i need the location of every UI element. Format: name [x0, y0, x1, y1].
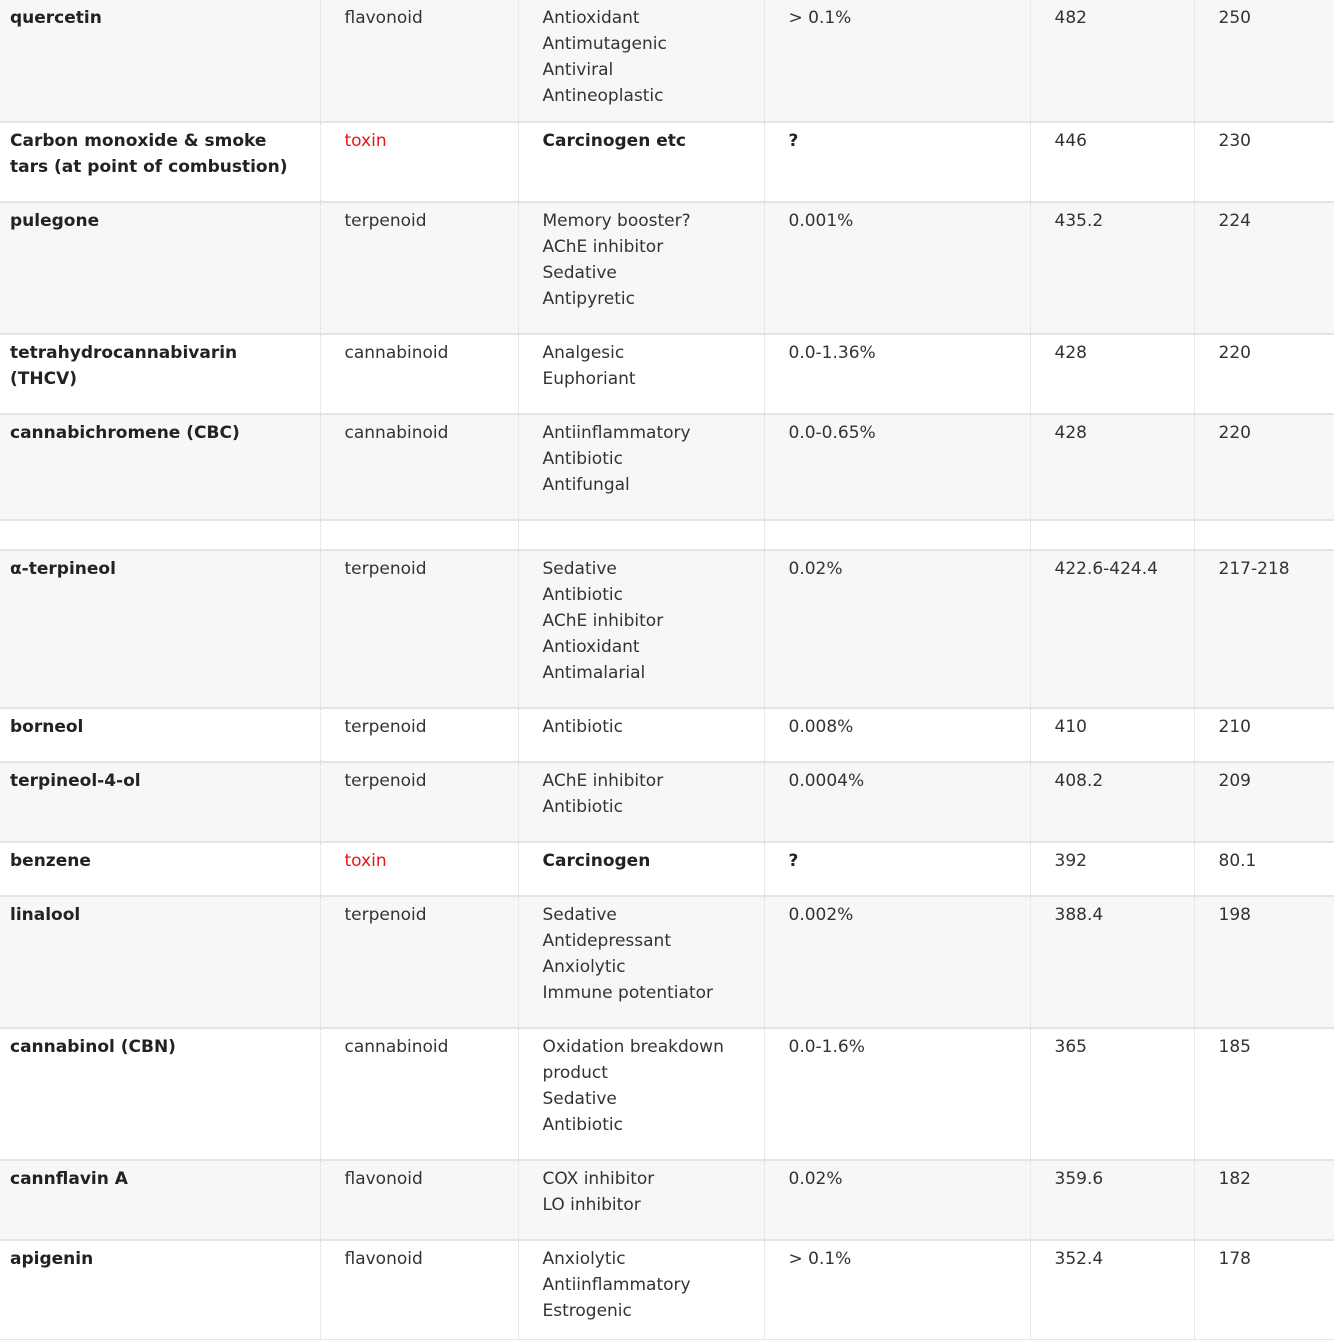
effect-item: Antimutagenic	[542, 34, 667, 54]
compound-name-cell: terpineol-4-ol	[0, 762, 320, 842]
effect-item: Antineoplastic	[542, 86, 664, 106]
boiling-point-f-cell: 365	[1030, 1028, 1194, 1160]
effect-item: Analgesic	[542, 343, 625, 363]
boiling-point-c-cell: 220	[1194, 414, 1334, 520]
effects-cell	[518, 0, 764, 122]
boiling-point-f-cell	[1030, 520, 1194, 550]
table-row	[0, 122, 1334, 202]
table-row	[0, 0, 1334, 122]
table-row	[0, 1160, 1334, 1240]
effect-item: Antimalarial	[542, 663, 646, 683]
effect-item: Sedative	[542, 559, 617, 579]
table-row	[0, 334, 1334, 414]
compound-name-cell: cannabichromene (CBC)	[0, 414, 320, 520]
concentration-cell: 0.0-1.36%	[764, 334, 1030, 414]
concentration-cell: ?	[764, 842, 1030, 896]
compound-type-cell: terpenoid	[320, 896, 518, 1028]
effect-item: Antibiotic	[542, 449, 623, 469]
boiling-point-c-cell: 80.1	[1194, 842, 1334, 896]
compound-type-cell: toxin	[320, 122, 518, 202]
effect-item: Estrogenic	[542, 1301, 632, 1321]
compound-name-cell: benzene	[0, 842, 320, 896]
boiling-point-f-cell: 392	[1030, 842, 1194, 896]
boiling-point-c-cell: 224	[1194, 202, 1334, 334]
compound-type-cell: flavonoid	[320, 0, 518, 122]
boiling-point-c-cell: 217-218	[1194, 550, 1334, 708]
effects-cell	[518, 414, 764, 520]
concentration-cell: > 0.1%	[764, 0, 1030, 122]
boiling-point-c-cell: 198	[1194, 896, 1334, 1028]
effects-cell	[518, 1028, 764, 1160]
concentration-cell: 0.02%	[764, 550, 1030, 708]
effects-cell	[518, 762, 764, 842]
table-row	[0, 762, 1334, 842]
effect-item: Sedative	[542, 905, 617, 925]
compound-type-cell: terpenoid	[320, 202, 518, 334]
compound-type-cell: cannabinoid	[320, 414, 518, 520]
effects-cell	[518, 550, 764, 708]
compound-type-cell: terpenoid	[320, 762, 518, 842]
concentration-cell: ?	[764, 122, 1030, 202]
table-row	[0, 896, 1334, 1028]
boiling-point-c-cell: 220	[1194, 334, 1334, 414]
effects-cell	[518, 1240, 764, 1340]
effect-item: Carcinogen	[542, 851, 651, 871]
effect-item: Sedative	[542, 1089, 617, 1109]
compound-name-cell: α-terpineol	[0, 550, 320, 708]
boiling-point-f-cell: 388.4	[1030, 896, 1194, 1028]
concentration-cell: 0.001%	[764, 202, 1030, 334]
boiling-point-f-cell: 410	[1030, 708, 1194, 762]
table-row	[0, 520, 1334, 550]
boiling-point-f-cell: 359.6	[1030, 1160, 1194, 1240]
boiling-point-f-cell: 428	[1030, 414, 1194, 520]
effect-item: Immune potentiator	[542, 983, 713, 1003]
effects-cell	[518, 1160, 764, 1240]
compound-type-cell: terpenoid	[320, 708, 518, 762]
effect-item: COX inhibitor	[542, 1169, 655, 1189]
compound-name-cell: quercetin	[0, 0, 320, 122]
boiling-point-c-cell: 185	[1194, 1028, 1334, 1160]
boiling-point-f-cell: 408.2	[1030, 762, 1194, 842]
effect-item: AChE inhibitor	[542, 771, 664, 791]
effects-cell	[518, 202, 764, 334]
concentration-cell: 0.002%	[764, 896, 1030, 1028]
concentration-cell: 0.0-0.65%	[764, 414, 1030, 520]
effect-item: Antidepressant	[542, 931, 671, 951]
concentration-cell: > 0.1%	[764, 1240, 1030, 1340]
effect-item: Antiinflammatory	[542, 1275, 691, 1295]
boiling-point-c-cell: 209	[1194, 762, 1334, 842]
boiling-point-f-cell: 422.6-424.4	[1030, 550, 1194, 708]
boiling-point-c-cell	[1194, 520, 1334, 550]
effect-item: Antibiotic	[542, 797, 623, 817]
compound-name-cell: Carbon monoxide & smoke tars (at point of combustion)	[0, 122, 320, 202]
table-row	[0, 550, 1334, 708]
compound-type-cell: cannabinoid	[320, 1028, 518, 1160]
concentration-cell	[764, 520, 1030, 550]
boiling-point-c-cell: 178	[1194, 1240, 1334, 1340]
compound-type-cell	[320, 520, 518, 550]
effect-item: Euphoriant	[542, 369, 636, 389]
compound-name-cell: linalool	[0, 896, 320, 1028]
effect-item: Antipyretic	[542, 289, 635, 309]
compound-name-cell: apigenin	[0, 1240, 320, 1340]
compound-type-cell: flavonoid	[320, 1160, 518, 1240]
compound-type-cell: toxin	[320, 842, 518, 896]
boiling-point-c-cell: 210	[1194, 708, 1334, 762]
compound-name-cell: pulegone	[0, 202, 320, 334]
compound-name-cell: borneol	[0, 708, 320, 762]
effect-item: Antioxidant	[542, 8, 640, 28]
effects-cell	[518, 842, 764, 896]
effect-item: Oxidation breakdown product	[542, 1037, 724, 1083]
effect-item: Carcinogen etc	[542, 131, 686, 151]
effect-item: Anxiolytic	[542, 957, 626, 977]
effects-cell	[518, 122, 764, 202]
effect-item: Antioxidant	[542, 637, 640, 657]
boiling-point-c-cell: 230	[1194, 122, 1334, 202]
effects-cell	[518, 334, 764, 414]
effect-item: AChE inhibitor	[542, 611, 664, 631]
effect-item: AChE inhibitor	[542, 237, 664, 257]
concentration-cell: 0.02%	[764, 1160, 1030, 1240]
effect-item: Antibiotic	[542, 717, 623, 737]
effect-item: Antifungal	[542, 475, 630, 495]
effects-cell	[518, 708, 764, 762]
compound-type-cell: flavonoid	[320, 1240, 518, 1340]
boiling-point-f-cell: 428	[1030, 334, 1194, 414]
boiling-point-f-cell: 482	[1030, 0, 1194, 122]
effect-item: LO inhibitor	[542, 1195, 641, 1215]
effect-item: Antiinflammatory	[542, 423, 691, 443]
concentration-cell: 0.0-1.6%	[764, 1028, 1030, 1160]
table-row	[0, 708, 1334, 762]
boiling-point-c-cell: 182	[1194, 1160, 1334, 1240]
effects-cell	[518, 520, 764, 550]
compound-name-cell: cannflavin A	[0, 1160, 320, 1240]
effect-item: Antibiotic	[542, 585, 623, 605]
boiling-point-f-cell: 352.4	[1030, 1240, 1194, 1340]
boiling-point-f-cell: 446	[1030, 122, 1194, 202]
table-row	[0, 414, 1334, 520]
compound-type-cell: cannabinoid	[320, 334, 518, 414]
effect-item: Antibiotic	[542, 1115, 623, 1135]
table-row	[0, 1240, 1334, 1340]
effect-item: Antiviral	[542, 60, 614, 80]
concentration-cell: 0.0004%	[764, 762, 1030, 842]
boiling-point-f-cell: 435.2	[1030, 202, 1194, 334]
effect-item: Sedative	[542, 263, 617, 283]
effects-cell	[518, 896, 764, 1028]
concentration-cell: 0.008%	[764, 708, 1030, 762]
boiling-point-c-cell: 250	[1194, 0, 1334, 122]
table-row	[0, 202, 1334, 334]
effect-item: Memory booster?	[542, 211, 691, 231]
compound-name-cell	[0, 520, 320, 550]
effect-item: Anxiolytic	[542, 1249, 626, 1269]
table-row	[0, 842, 1334, 896]
compound-name-cell: cannabinol (CBN)	[0, 1028, 320, 1160]
compound-name-cell: tetrahydrocannabivarin (THCV)	[0, 334, 320, 414]
compound-type-cell: terpenoid	[320, 550, 518, 708]
table-row	[0, 1028, 1334, 1160]
